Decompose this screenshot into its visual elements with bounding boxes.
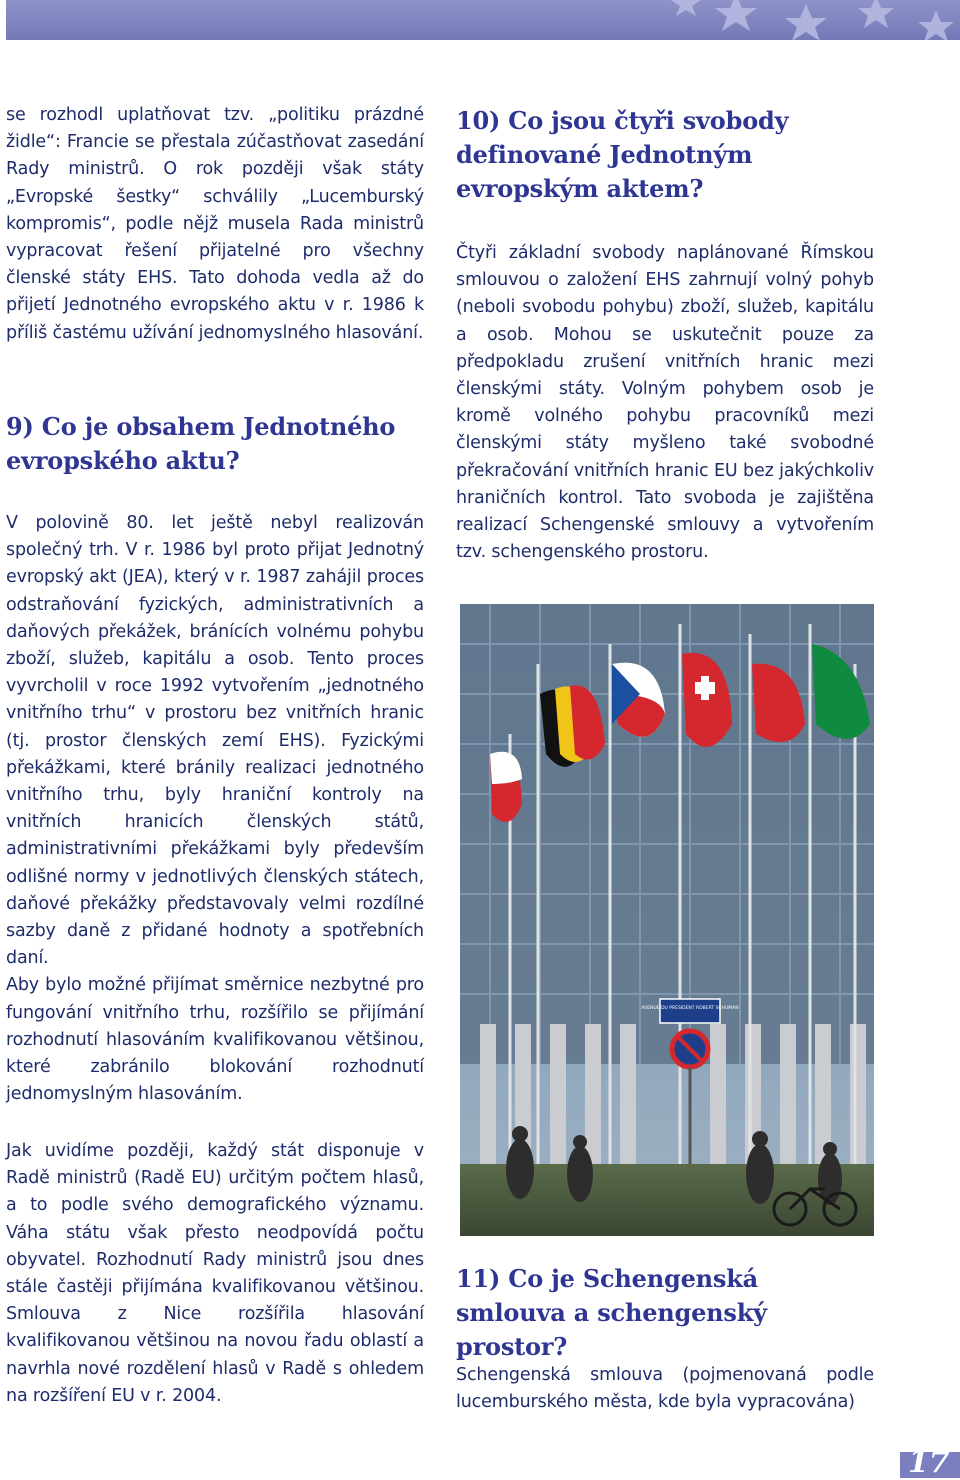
section-9 xyxy=(6,410,424,478)
section-11 xyxy=(456,1262,874,1364)
left-column xyxy=(6,102,424,347)
section-vahy xyxy=(6,1138,424,1410)
section-9-body xyxy=(6,510,424,1108)
paragraph-svobody: Čtyři základní svobody naplánované Římskou smlouvou o založení EHS zahrnují volný pohyb (neboli svobodu pohybu) zboží, služeb, kapitálu a osob. Mohou se uskutečnit pouze za předpokladu zrušení vnitřních hranic mezi členskými státy. Volným pohybem osob je kromě volného pohybu pracovníků mezi členskými státy myšleno také svobodné překračování vnitřních hranic EU bez jakýchkoliv hraničních kontrol. Tato svoboda je zajištěna realizací Schengenské smlouvy a vytvořením tzv. schengenského prostoru. xyxy=(456,243,874,563)
section-11-body xyxy=(456,1362,874,1416)
street-sign xyxy=(660,999,720,1023)
street-sign-text: AVENUE DU PRESIDENT ROBERT SCHUMAN xyxy=(641,1006,739,1011)
heading-11: 11) Co je Schengenská smlouva a schengenský prostor? xyxy=(456,1264,767,1361)
header-band xyxy=(6,0,960,40)
heading-10: 10) Co jsou čtyři svobody definované Jednotným evropským aktem? xyxy=(456,106,789,203)
section-10 xyxy=(456,104,874,206)
stars-decoration-icon xyxy=(6,0,960,40)
paragraph-jea: V polovině 80. let ještě nebyl realizován společný trh. V r. 1986 byl proto přijat Jednotný evropský akt (JEA), který v r. 1987 zahájil proces odstraňování fyzických, administrativních a daňových překážek, bránících volnému pohybu zboží, služeb, kapitálu a osob. Tento proces vyvrcholil v roce 1992 vytvořením „jednotného vnitřního trhu“ v prostoru bez vnitřních hranic (tj. prostor členských zemí EHS). Fyzickými překážkami, které bránily realizaci jednotného vnitřního trhu, byly hraniční kontroly na vnitřních hranicích členských států, administrativními překážkami byly především odlišné normy v jednotlivých členských státech, daňové překážky představovaly velmi rozdílné sazby daně z přidané hodnoty a spotřebních daní. xyxy=(6,513,424,969)
flags-photo xyxy=(460,604,874,1236)
paragraph-schengen: Schengenská smlouva (pojmenovaná podle lucemburského města, kde byla vypracována) xyxy=(456,1365,874,1413)
paragraph-politika: se rozhodl uplatňovat tzv. „politiku prázdné židle“: Francie se přestala zúčastňovat zasedání Rady ministrů. O rok později však státy „Evropské šestky“ schválily „Lucemburský kompromis“, podle nějž musela Rada ministrů vypracovat řešení přijatelné pro všechny členské státy EHS. Tato dohoda vedla až do přijetí Jednotného evropského aktu v r. 1986 k příliš častému užívání jednomyslného hlasování. xyxy=(6,105,424,343)
section-10-body xyxy=(456,240,874,566)
paragraph-hlasy: Jak uvidíme později, každý stát disponuje v Radě ministrů (Radě EU) určitým počtem hlasů, a to podle svého demografického významu. Váha státu však přesto neodpovídá počtu obyvatel. Rozhodnutí Rady ministrů jsou dnes stále častěji přijímána kvalifikovanou většinou. Smlouva z Nice rozšířila hlasování kvalifikovanou většinou na novou řadu oblastí a navrhla nové rozdělení hlasů v Radě s ohledem na rozšíření EU v r. 2004. xyxy=(6,1141,424,1406)
page-number: 17 xyxy=(908,1445,950,1480)
flags-building-image xyxy=(460,604,874,1236)
heading-9: 9) Co je obsahem Jednotného evropského aktu? xyxy=(6,412,396,475)
paragraph-kvalifikovana: Aby bylo možné přijímat směrnice nezbytné pro fungování vnitřního trhu, rozšířilo se přijímání rozhodnutí hlasováním kvalifikovanou většinou, které zabránilo blokování rozhodnutí jednomyslným hlasováním. xyxy=(6,975,424,1105)
